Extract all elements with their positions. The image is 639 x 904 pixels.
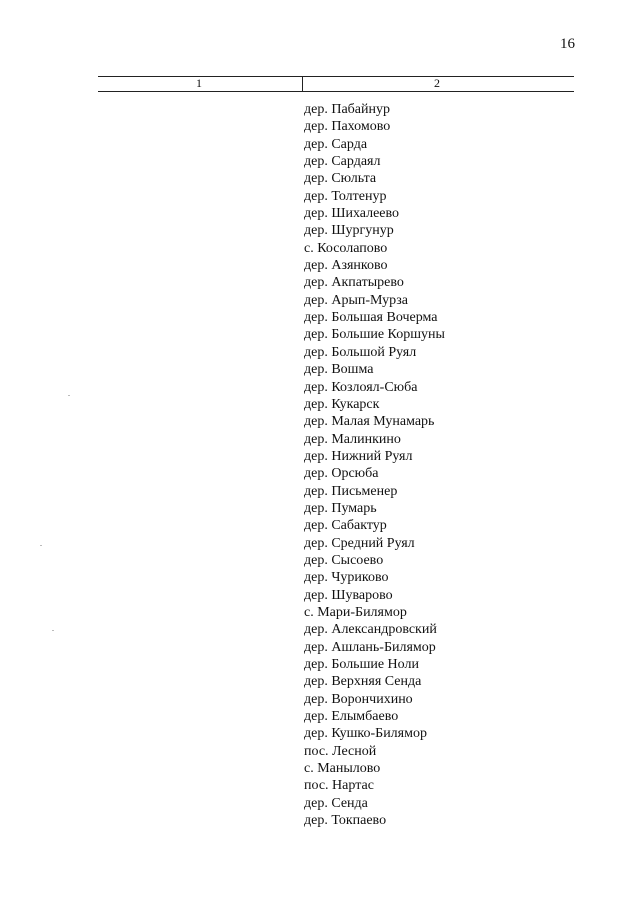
settlement-list-item: с. Косолапово [304,240,388,256]
settlement-list-item: дер. Большие Ноли [304,657,419,672]
settlement-list-item: дер. Малинкино [304,431,401,447]
scan-speck [52,630,54,631]
settlement-list-item: дер. Ашлань-Билямор [304,639,436,655]
settlement-list-item: дер. Токпаево [304,813,387,829]
column-header-2: 2 [434,76,440,90]
scan-speck [68,395,70,396]
settlement-list-item: дер. Кукарск [304,396,380,412]
settlement-list-item: дер. Большая Вочерма [304,310,438,326]
settlement-list-item: дер. Малая Мунамарь [304,414,435,430]
settlement-list-item: дер. Толтенур [304,188,387,204]
settlement-list-item: дер. Чуриково [304,570,389,586]
settlement-list-item: с. Мари-Билямор [304,604,407,620]
settlement-list-item: дер. Александровский [304,622,437,638]
settlement-list-item: дер. Верхняя Сенда [304,674,422,690]
column-header-1: 1 [196,76,202,90]
settlement-list-item: дер. Нижний Руял [304,448,413,464]
settlement-list-item: дер. Акпатырево [304,275,404,291]
table-header-bottom-rule [98,91,574,92]
settlement-list-item: дер. Азянково [304,258,388,274]
settlement-list-item: дер. Елымбаево [304,709,399,725]
settlement-list-item: дер. Шуварово [304,587,393,603]
settlement-list-item: дер. Сабактур [304,518,387,534]
settlement-list-item: дер. Шихалеево [304,206,400,222]
settlement-list-item: пос. Лесной [304,743,377,759]
settlement-list-item: дер. Письменер [304,483,398,499]
settlement-list-item: дер. Сарда [304,136,368,152]
settlement-list-item: дер. Пабайнур [304,102,390,117]
settlement-list-item: с. Манылово [304,761,381,777]
settlement-list-item: дер. Арып-Мурза [304,292,409,308]
table-header-top-rule [98,76,574,77]
settlement-list-item: дер. Козлоял-Сюба [304,379,418,395]
settlement-list-item: дер. Сардаял [304,154,381,170]
settlement-list-item: дер. Средний Руял [304,535,415,551]
settlement-list-item: дер. Ворончихино [304,691,413,707]
settlement-list-item: дер. Вошма [304,362,374,378]
settlement-list-item: пос. Нартас [304,778,374,794]
settlement-list-item: дер. Шургунур [304,223,394,239]
settlement-list-item: дер. Сюльта [304,171,377,187]
settlement-list [304,101,445,829]
settlement-list-item: дер. Сенда [304,795,368,811]
settlement-list-item: дер. Большой Руял [304,344,417,360]
settlement-list-item: дер. Кушко-Билямор [304,726,427,742]
table-header-column-divider [302,76,303,91]
settlement-list-item: дер. Пахомово [304,119,391,135]
page-number: 16 [560,36,575,52]
scan-speck [40,545,42,546]
settlement-list-item: дер. Орсюба [304,466,379,482]
settlement-list-item: дер. Большие Коршуны [304,327,445,343]
settlement-list-item: дер. Сысоево [304,552,384,568]
settlement-list-item: дер. Пумарь [304,500,377,516]
